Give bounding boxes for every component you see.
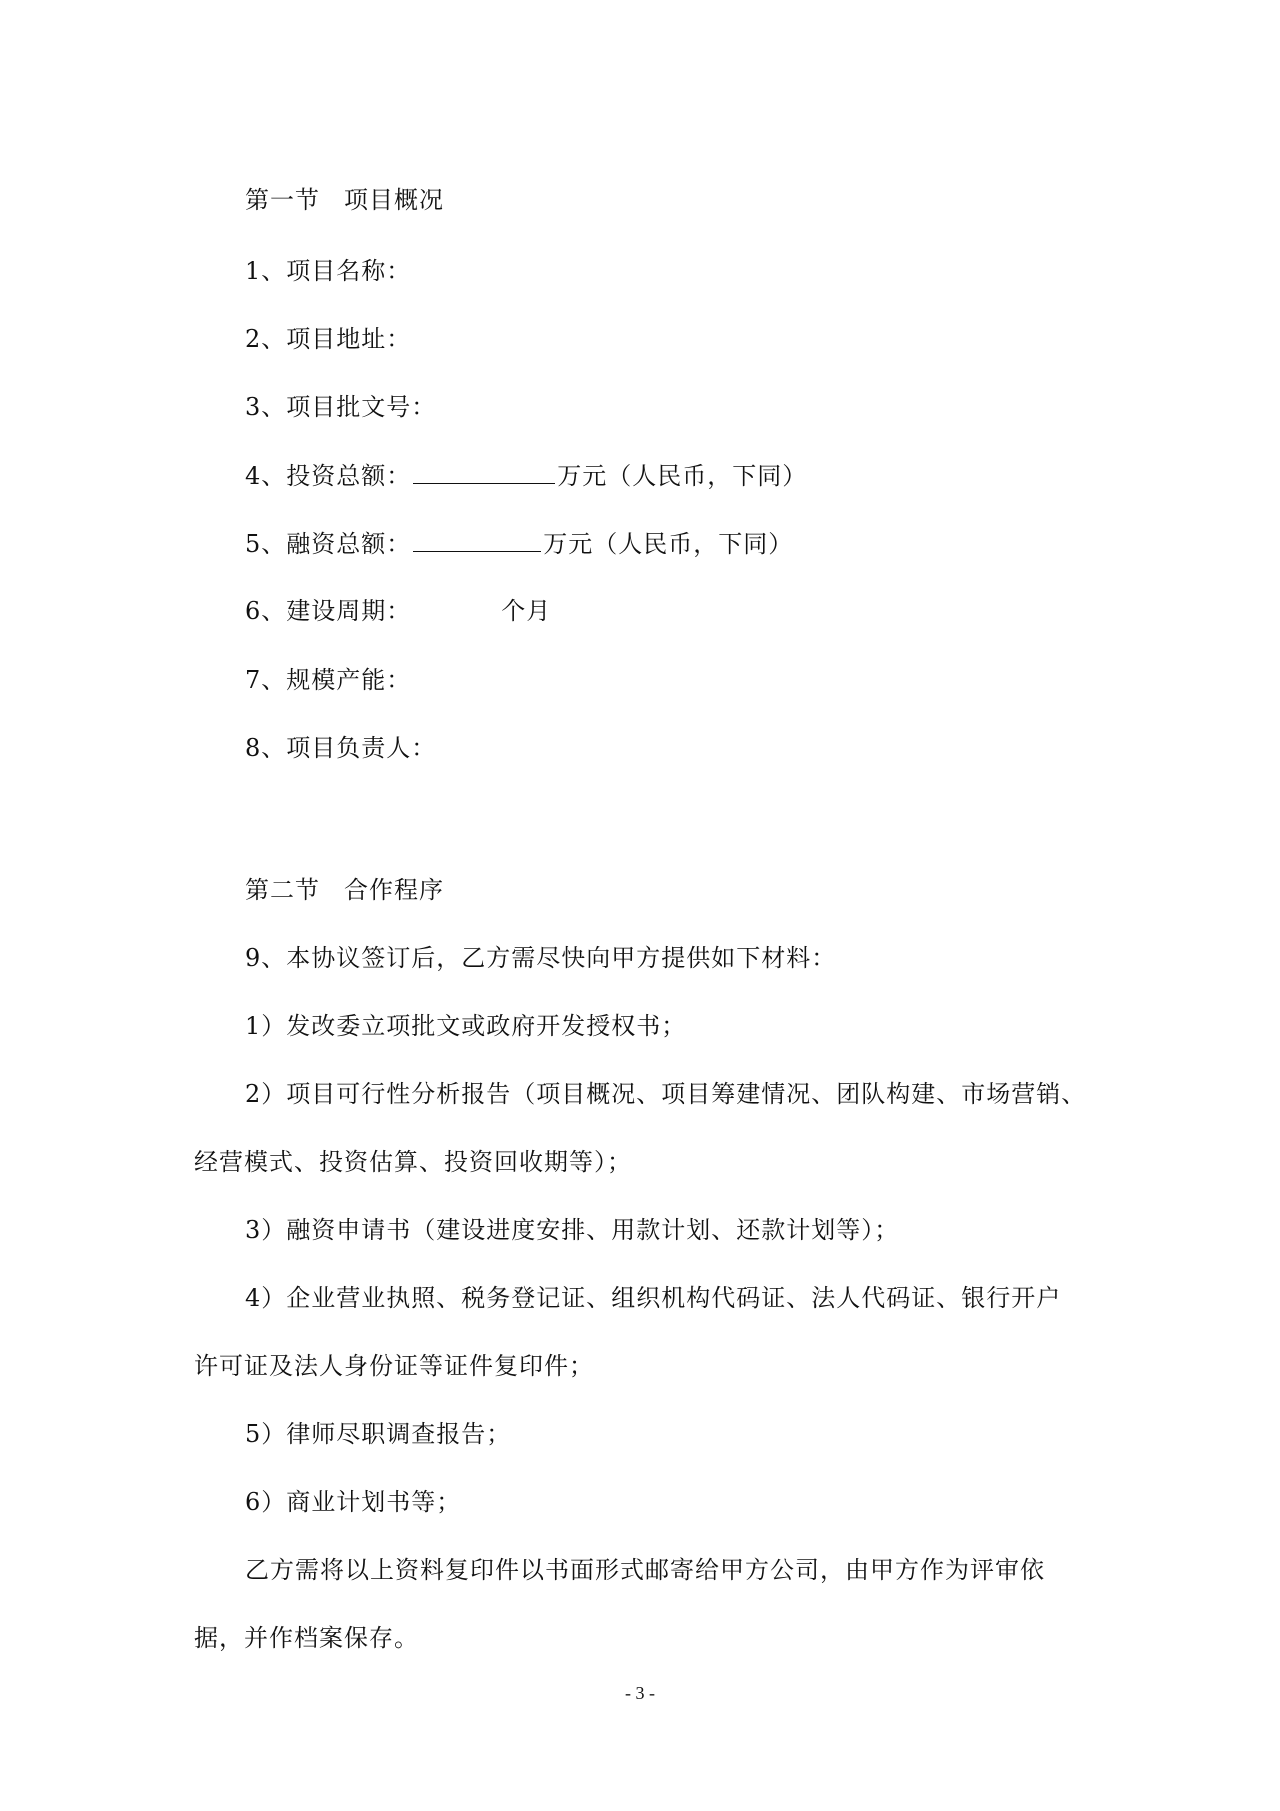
section-2-title: 合作程序 [344,876,444,904]
item-scale-capacity [245,664,411,696]
item-total-financing [245,527,793,560]
material-4-line-2: 许可证及法人身份证等证件复印件； [194,1352,594,1380]
item-label: 6、建设周期： [245,597,412,625]
item-suffix: 个月 [501,597,552,625]
material-1: 1）发改委立项批文或政府开发授权书； [245,1012,687,1040]
item-project-leader [245,732,436,764]
item-label: 4、投资总额： [245,462,412,490]
item-label: 5、融资总额： [245,530,412,558]
section-1-title: 项目概况 [344,186,444,214]
material-2-line-1: 2）项目可行性分析报告（项目概况、项目筹建情况、团队构建、市场营销、 [245,1080,1087,1108]
item-project-name [245,255,411,287]
fill-in-blank[interactable] [413,527,541,552]
section-2-number: 第二节 [245,876,320,904]
item-construction-period [245,595,551,627]
section-1-number: 第一节 [245,186,320,214]
material-5: 5）律师尽职调查报告； [245,1420,512,1448]
material-6: 6）商业计划书等； [245,1488,462,1516]
item-label: 3、项目批文号： [245,393,437,421]
item-label: 8、项目负责人： [245,734,437,762]
section-2-heading [245,874,444,906]
material-2-line-2: 经营模式、投资估算、投资回收期等）； [194,1148,632,1176]
closing-line-2: 据，并作档案保存。 [194,1624,419,1652]
item-label: 7、规模产能： [245,666,412,694]
item-approval-number [245,391,436,423]
page-number: - 3 - [625,1683,655,1703]
item-label: 1、项目名称： [245,257,412,285]
item-suffix: 万元（人民币，下同） [557,462,808,490]
fill-in-blank[interactable] [413,459,555,484]
item-suffix: 万元（人民币，下同） [543,530,794,558]
item-total-investment [245,459,807,492]
material-3: 3）融资申请书（建设进度安排、用款计划、还款计划等）； [245,1216,900,1244]
item-project-address [245,323,411,355]
material-4-line-1: 4）企业营业执照、税务登记证、组织机构代码证、法人代码证、银行开户 [245,1284,1062,1312]
section-1-heading [245,184,444,216]
closing-line-1: 乙方需将以上资料复印件以书面形式邮寄给甲方公司，由甲方作为评审依 [245,1556,1045,1584]
paragraph-9: 9、本协议签订后，乙方需尽快向甲方提供如下材料： [245,944,837,972]
item-label: 2、项目地址： [245,325,412,353]
